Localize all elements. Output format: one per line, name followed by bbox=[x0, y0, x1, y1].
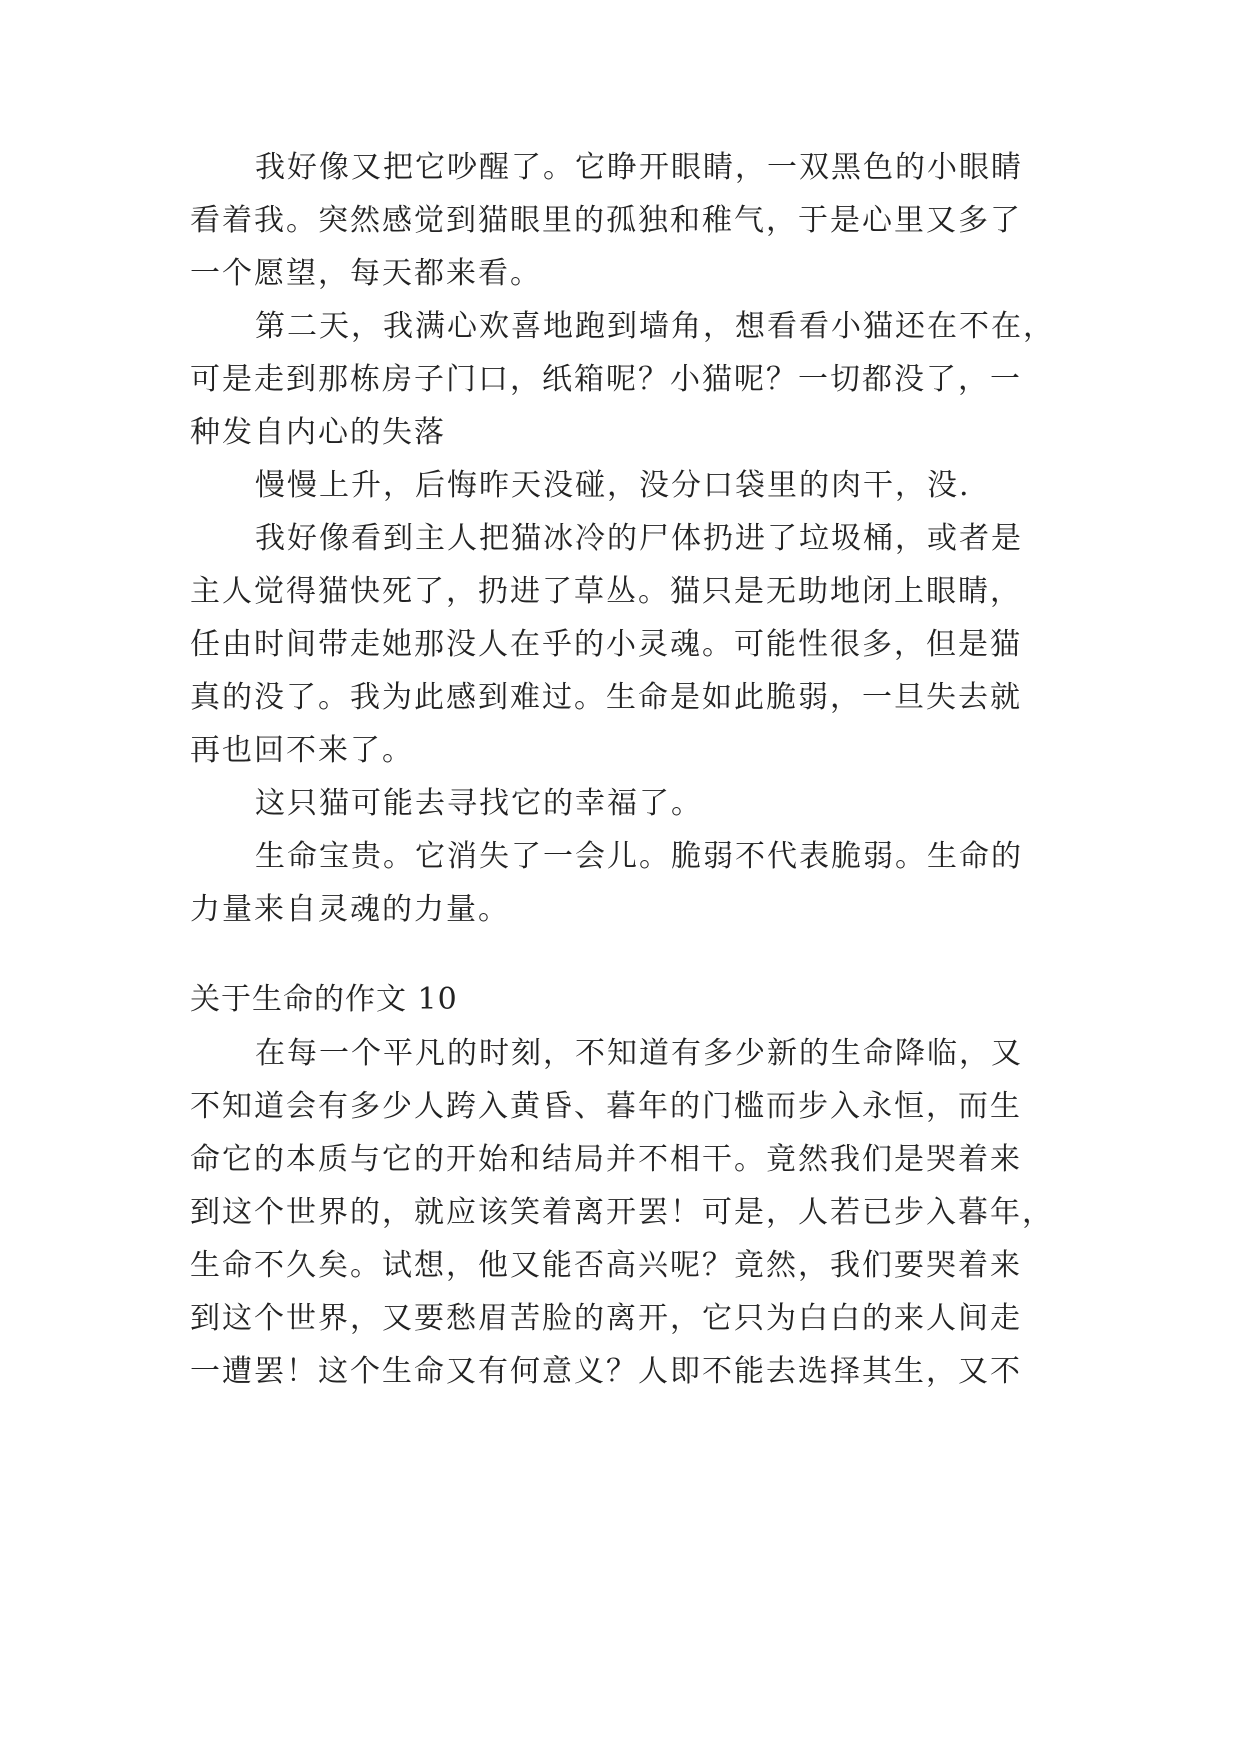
paragraph-4-line-5: 再也回不来了。 bbox=[190, 733, 414, 768]
paragraph-4-line-4: 真的没了。我为此感到难过。生命是如此脆弱，一旦失去就 bbox=[190, 680, 1022, 715]
paragraph-6-line-1: 生命宝贵。它消失了一会儿。脆弱不代表脆弱。生命的 bbox=[255, 839, 1023, 874]
paragraph-7-line-1: 在每一个平凡的时刻，不知道有多少新的生命降临，又 bbox=[255, 1036, 1023, 1071]
paragraph-2-line-2: 可是走到那栋房子门口，纸箱呢？小猫呢？一切都没了，一 bbox=[190, 362, 1022, 397]
paragraph-2-line-3: 种发自内心的失落 bbox=[190, 415, 446, 450]
paragraph-6-line-2: 力量来自灵魂的力量。 bbox=[190, 892, 510, 927]
paragraph-2-line-1: 第二天，我满心欢喜地跑到墙角，想看看小猫还在不在， bbox=[255, 309, 1055, 344]
paragraph-7-line-3: 命它的本质与它的开始和结局并不相干。竟然我们是哭着来 bbox=[190, 1142, 1022, 1177]
paragraph-3-line-1: 慢慢上升，后悔昨天没碰，没分口袋里的肉干，没. bbox=[255, 468, 971, 503]
paragraph-7-line-2: 不知道会有多少人跨入黄昏、暮年的门槛而步入永恒，而生 bbox=[190, 1089, 1022, 1124]
paragraph-1-line-1: 我好像又把它吵醒了。它睁开眼睛，一双黑色的小眼睛 bbox=[255, 150, 1023, 185]
paragraph-4-line-3: 任由时间带走她那没人在乎的小灵魂。可能性很多，但是猫 bbox=[190, 627, 1022, 662]
section-heading: 关于生命的作文 10 bbox=[190, 982, 458, 1017]
paragraph-7-line-4: 到这个世界的，就应该笑着离开罢！可是，人若已步入暮年， bbox=[190, 1195, 1054, 1230]
paragraph-5-line-1: 这只猫可能去寻找它的幸福了。 bbox=[255, 786, 703, 821]
paragraph-1-line-2: 看着我。突然感觉到猫眼里的孤独和稚气，于是心里又多了 bbox=[190, 203, 1022, 238]
paragraph-7-line-5: 生命不久矣。试想，他又能否高兴呢？竟然，我们要哭着来 bbox=[190, 1248, 1022, 1283]
paragraph-7-line-6: 到这个世界，又要愁眉苦脸的离开，它只为白白的来人间走 bbox=[190, 1301, 1022, 1336]
paragraph-4-line-2: 主人觉得猫快死了，扔进了草丛。猫只是无助地闭上眼睛， bbox=[190, 574, 1022, 609]
paragraph-1-line-3: 一个愿望，每天都来看。 bbox=[190, 256, 542, 291]
paragraph-4-line-1: 我好像看到主人把猫冰冷的尸体扔进了垃圾桶，或者是 bbox=[255, 521, 1023, 556]
paragraph-7-line-7: 一遭罢！这个生命又有何意义？人即不能去选择其生，又不 bbox=[190, 1354, 1022, 1389]
